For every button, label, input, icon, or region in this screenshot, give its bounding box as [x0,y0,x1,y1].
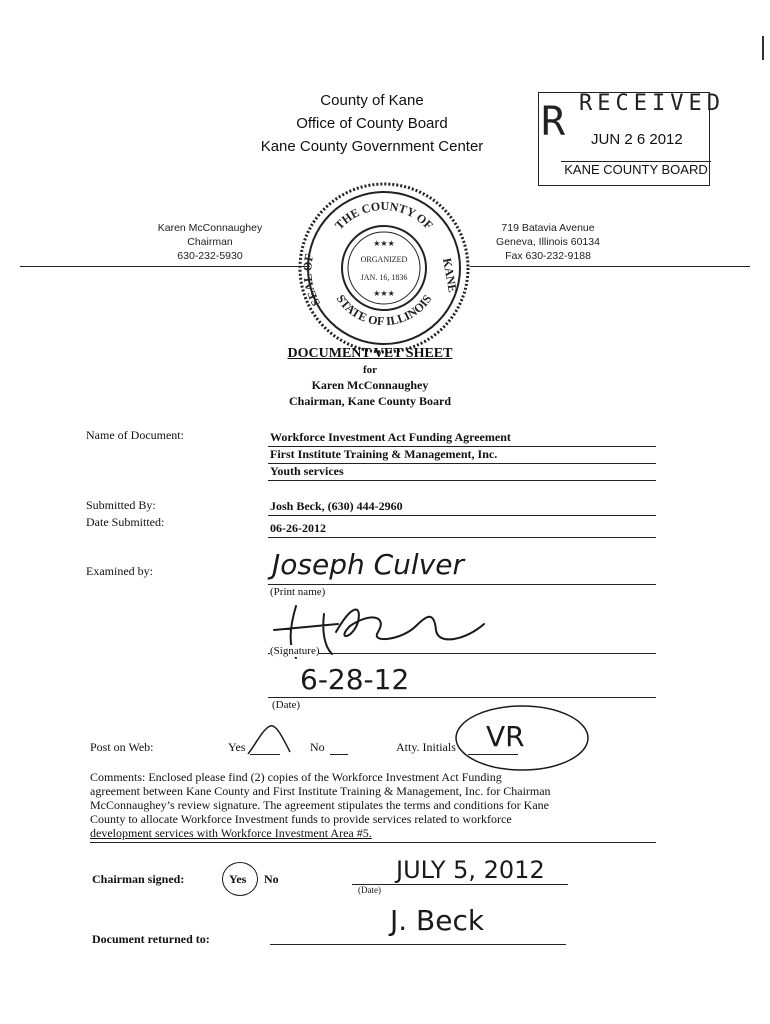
title-role: Chairman, Kane County Board [288,394,452,408]
comments-line5: development services with Workforce Investment Area #5. [90,826,372,840]
seal-outer-left: SEAL OF [300,252,324,309]
document-name-line2: First Institute Training & Management, Inc. [270,447,498,461]
address-fax: Fax 630-232-9188 [505,250,591,262]
atty-initials-handwritten: VR [486,720,525,753]
title-name: Karen McConnaughey [311,378,429,392]
chairman-signed-label: Chairman signed: [92,872,185,886]
seal-inner-organized: ORGANIZED [360,255,408,264]
address-street: 719 Batavia Avenue [501,222,595,234]
svg-text:THE COUNTY OF [332,199,436,232]
post-yes-label: Yes [228,740,246,754]
seal-star-bottom: ★★★ [373,289,395,298]
stamp-letter-r: R [541,99,566,145]
signature-label: (Signature) [270,645,320,657]
post-on-web-label: Post on Web: [90,740,154,754]
returned-to-handwritten: J. Beck [390,904,485,937]
chairman-title: Chairman [187,236,233,248]
received-stamp [538,91,725,186]
chairman-date-label: (Date) [358,885,381,895]
seal-outer-top: THE COUNTY OF [332,198,436,233]
letterhead-office: Office of County Board [296,115,448,132]
name-of-document-label: Name of Document: [86,428,184,442]
rule-date-submitted [268,537,656,538]
stamp-date: JUN 2 6 2012 [591,131,683,148]
document-name-line1: Workforce Investment Act Funding Agreement [270,430,511,444]
comments-line1: Comments: Enclosed please find (2) copies of the Workforce Investment Act Funding [90,770,502,784]
rule-signature [268,653,656,654]
print-name-handwritten: Joseph Culver [272,548,465,581]
chairman-yes-label: Yes [229,872,247,886]
document-title: DOCUMENT VET SHEET [287,346,453,361]
svg-text:SEAL OF [300,253,323,309]
yes-checkmark [244,718,294,758]
chairman-phone: 630-232-5930 [177,250,243,262]
stamp-word: RECEIVED [579,91,725,116]
county-seal [296,180,472,356]
comments-line4: County to allocate Workforce Investment funds to provide services related to workforce [90,812,512,826]
document-name-line3: Youth services [270,464,344,478]
seal-outer-right: KANE [440,257,460,294]
chairman-no-label: No [264,872,279,886]
examined-by-label: Examined by: [86,564,153,578]
exam-date-label: (Date) [272,699,301,711]
rule-submitted [268,515,656,516]
comments-line3: McConnaughey’s review signature. The agreement stipulates the terms and conditions for Kane [90,798,549,812]
letterhead-county: County of Kane [320,92,424,109]
rule-comments [90,842,656,843]
rule-chairman-date [352,884,568,885]
date-submitted-label: Date Submitted: [86,515,165,529]
atty-initials-label: Atty. Initials [396,740,456,754]
title-for: for [362,364,378,376]
seal-outer-bottom: STATE OF ILLINOIS [333,292,435,329]
document-returned-label: Document returned to: [92,932,210,946]
post-no-label: No [310,740,325,754]
submitted-by-value: Josh Beck, (630) 444-2960 [270,499,403,513]
seal-inner-date: JAN. 16, 1836 [360,273,408,282]
seal-star-top: ★★★ [373,239,395,248]
edge-mark [762,36,764,60]
letterhead-rule-right [470,266,750,267]
comments-line2: agreement between Kane County and First Institute Training & Management, Inc. for Chairman [90,784,551,798]
rule-doc-3 [268,480,656,481]
stamp-org: KANE COUNTY BOARD [561,161,711,177]
rule-print-name [268,584,656,585]
chairman-name: Karen McConnaughey [157,222,263,234]
submitted-by-label: Submitted By: [86,498,156,512]
print-name-label: (Print name) [270,586,326,598]
address-city: Geneva, Illinois 60134 [496,236,600,248]
chairman-date-handwritten: JULY 5, 2012 [396,856,545,884]
rule-returned [270,944,566,945]
rule-post-no [330,754,348,755]
letterhead-rule-left [20,266,310,267]
letterhead-center: Kane County Government Center [260,138,484,155]
date-submitted-value: 06-26-2012 [270,521,326,535]
exam-date-handwritten: 6-28-12 [300,663,410,696]
